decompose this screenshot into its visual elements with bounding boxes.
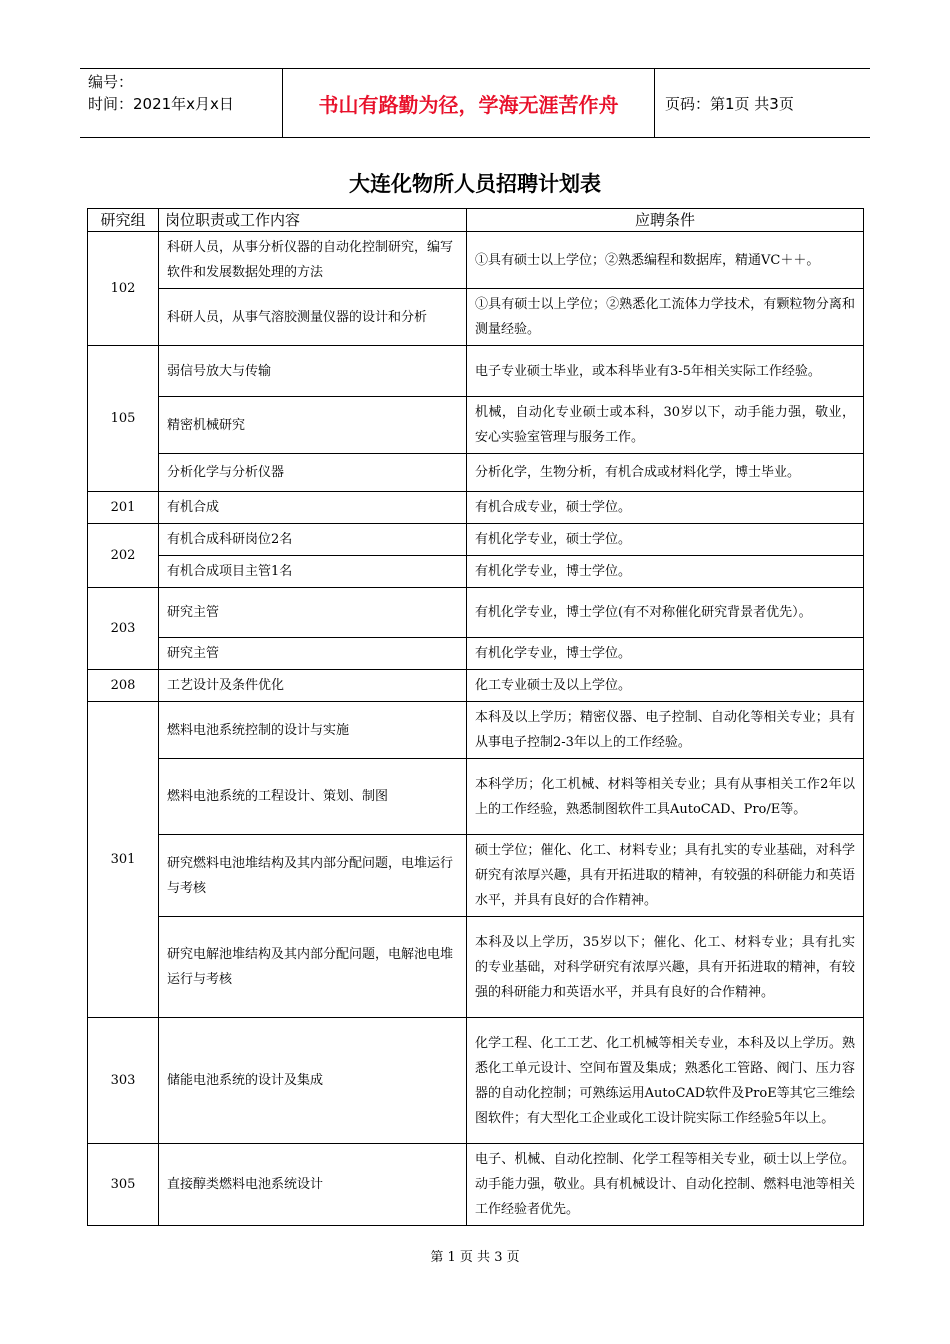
table-row: [88, 397, 864, 454]
position-cell: 燃料电池系统的工程设计、策划、制图: [159, 759, 467, 835]
requirement-cell: 本科及以上学历，35岁以下；催化、化工、材料专业；具有扎实的专业基础，对科学研究有浓厚兴趣，具有开拓进取的精神，有较强的科研能力和英语水平，并具有良好的合作精神。: [467, 917, 864, 1018]
position-cell: 研究主管: [159, 588, 467, 638]
position-cell: 有机合成: [159, 492, 467, 524]
table-row: [88, 759, 864, 835]
requirement-cell: 化学工程、化工工艺、化工机械等相关专业，本科及以上学历。熟悉化工单元设计、空间布置及集成；熟悉化工管路、阀门、压力容器的自动化控制；可熟练运用AutoCAD软件及ProE等其它三维绘图软件；有大型化工企业或化工设计院实际工作经验5年以上。: [467, 1018, 864, 1144]
page-header: [80, 68, 870, 138]
requirement-cell: 电子、机械、自动化控制、化学工程等相关专业，硕士以上学位。动手能力强，敬业。具有机械设计、自动化控制、燃料电池等相关工作经验者优先。: [467, 1144, 864, 1226]
table-row: [88, 1144, 864, 1226]
position-cell: 研究主管: [159, 638, 467, 670]
position-cell: 储能电池系统的设计及集成: [159, 1018, 467, 1144]
table-row: [88, 232, 864, 289]
position-cell: 精密机械研究: [159, 397, 467, 454]
table-row: [88, 289, 864, 346]
table-row: [88, 492, 864, 524]
group-cell: 201: [88, 492, 159, 524]
position-cell: 研究电解池堆结构及其内部分配问题，电解池电堆运行与考核: [159, 917, 467, 1018]
doc-code-label: 编号：: [88, 73, 134, 91]
doc-time-label: 时间：2021年x月x日: [88, 95, 234, 113]
requirement-cell: 有机化学专业，硕士学位。: [467, 524, 864, 556]
position-cell: 有机合成科研岗位2名: [159, 524, 467, 556]
requirement-cell: 有机化学专业，博士学位。: [467, 556, 864, 588]
recruitment-table: [87, 208, 864, 1226]
group-cell: 105: [88, 346, 159, 492]
requirement-cell: 本科学历；化工机械、材料等相关专业；具有从事相关工作2年以上的工作经验，熟悉制图软件工具AutoCAD、Pro/E等。: [467, 759, 864, 835]
table-row: [88, 702, 864, 759]
position-cell: 科研人员，从事分析仪器的自动化控制研究，编写软件和发展数据处理的方法: [159, 232, 467, 289]
requirement-cell: 有机化学专业，博士学位(有不对称催化研究背景者优先）。: [467, 588, 864, 638]
page-footer: 第 1 页 共 3 页: [430, 1250, 520, 1265]
table-body: [88, 232, 864, 1226]
group-cell: 208: [88, 670, 159, 702]
header-group: 研究组: [88, 209, 159, 232]
table-row: [88, 917, 864, 1018]
group-cell: 301: [88, 702, 159, 1018]
requirement-cell: 化工专业硕士及以上学位。: [467, 670, 864, 702]
requirement-cell: ①具有硕士以上学位；②熟悉化工流体力学技术，有颗粒物分离和测量经验。: [467, 289, 864, 346]
header-requirement: 应聘条件: [467, 209, 864, 232]
position-cell: 燃料电池系统控制的设计与实施: [159, 702, 467, 759]
group-cell: 303: [88, 1018, 159, 1144]
table-row: [88, 556, 864, 588]
requirement-cell: ①具有硕士以上学位；②熟悉编程和数据库，精通VC＋＋。: [467, 232, 864, 289]
table-row: [88, 835, 864, 917]
position-cell: 分析化学与分析仪器: [159, 454, 467, 492]
requirement-cell: 本科及以上学历；精密仪器、电子控制、自动化等相关专业；具有从事电子控制2-3年以上的工作经验。: [467, 702, 864, 759]
table-row: [88, 346, 864, 397]
requirement-cell: 硕士学位；催化、化工、材料专业；具有扎实的专业基础，对科学研究有浓厚兴趣，具有开拓进取的精神，有较强的科研能力和英语水平，并具有良好的合作精神。: [467, 835, 864, 917]
header-meta: [80, 69, 283, 137]
table-row: [88, 1018, 864, 1144]
requirement-cell: 分析化学，生物分析，有机合成或材料化学，博士毕业。: [467, 454, 864, 492]
header-motto: 书山有路勤为径，学海无涯苦作舟: [283, 69, 655, 137]
position-cell: 弱信号放大与传输: [159, 346, 467, 397]
position-cell: 工艺设计及条件优化: [159, 670, 467, 702]
table-row: [88, 638, 864, 670]
position-cell: 直接醇类燃料电池系统设计: [159, 1144, 467, 1226]
requirement-cell: 有机化学专业，博士学位。: [467, 638, 864, 670]
header-page-number: 页码：第1页 共3页: [665, 94, 794, 113]
table-row: [88, 524, 864, 556]
group-cell: 202: [88, 524, 159, 588]
table-header-row: [88, 209, 864, 232]
header-position: 岗位职责或工作内容: [159, 209, 467, 232]
group-cell: 305: [88, 1144, 159, 1226]
position-cell: 有机合成项目主管1名: [159, 556, 467, 588]
position-cell: 研究燃料电池堆结构及其内部分配问题，电堆运行与考核: [159, 835, 467, 917]
requirement-cell: 机械，自动化专业硕士或本科，30岁以下，动手能力强，敬业，安心实验室管理与服务工作。: [467, 397, 864, 454]
group-cell: 203: [88, 588, 159, 670]
group-cell: 102: [88, 232, 159, 346]
table-row: [88, 670, 864, 702]
page-title: 大连化物所人员招聘计划表: [349, 172, 601, 196]
requirement-cell: 有机合成专业，硕士学位。: [467, 492, 864, 524]
position-cell: 科研人员，从事气溶胶测量仪器的设计和分析: [159, 289, 467, 346]
table-row: [88, 588, 864, 638]
table-row: [88, 454, 864, 492]
requirement-cell: 电子专业硕士毕业，或本科毕业有3-5年相关实际工作经验。: [467, 346, 864, 397]
